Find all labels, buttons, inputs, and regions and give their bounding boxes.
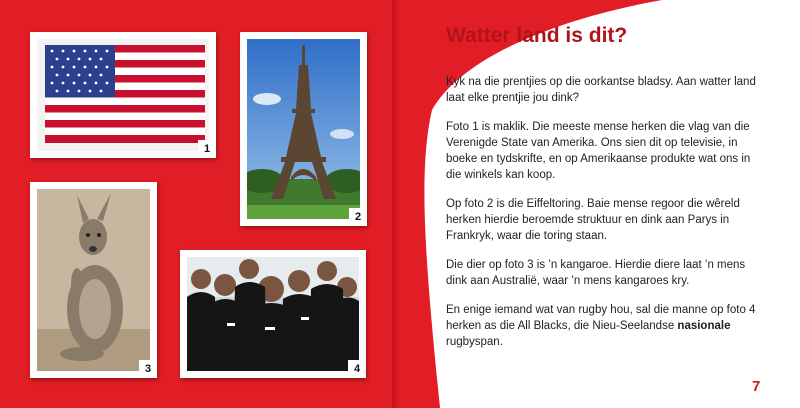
photo-number-2: 2 (349, 208, 367, 226)
paragraph-photo-1: Foto 1 is maklik. Die meeste mense herken die vlag van die Verenigde State van Amerika. Ons sien dit op televisie, in boeke en tydskrifte, en op Amerikaanse produkte wat ons in die winkels kan koop. (446, 121, 751, 181)
photo-4-all-blacks (180, 250, 366, 378)
paragraph-intro: Kyk na die prentjies op die oorkantse bladsy. Aan watter land laat elke prentjie jou dink? (446, 76, 756, 104)
paragraph-photo-3: Die dier op foto 3 is ’n kangaroe. Hierdie diere laat ’n mens dink aan Australië, waar ’n mens kangaroes kry. (446, 259, 746, 287)
paragraph-photo-4-end: rugbyspan. (446, 336, 503, 348)
us-flag-image (37, 39, 209, 151)
photo-number-4: 4 (348, 360, 366, 378)
all-blacks-image (187, 257, 359, 371)
page-number: 7 (752, 378, 761, 395)
photo-1-flag (30, 32, 216, 158)
photo-3-kangaroo (30, 182, 157, 378)
bold-word-nasionale: nasionale (677, 320, 731, 332)
photo-2-eiffel-tower (240, 32, 367, 226)
paragraph-photo-2: Op foto 2 is die Eiffeltoring. Baie mense regoor die wêreld herken hierdie beroemde struktuur en dink aan Parys in Frankryk, waar die toring staan. (446, 198, 740, 242)
photo-number-3: 3 (139, 360, 157, 378)
body-text (446, 74, 768, 363)
paragraph-photo-4 (446, 302, 768, 350)
eiffel-tower-image (247, 39, 360, 219)
kangaroo-image (37, 189, 150, 371)
paragraph-photo-4-text: En enige iemand wat van rugby hou, sal die manne op foto 4 herken as die All Blacks, die Nieu-Seelandse (446, 304, 756, 332)
page-title: Watter land is dit? (446, 24, 628, 47)
photo-number-1: 1 (198, 140, 216, 158)
